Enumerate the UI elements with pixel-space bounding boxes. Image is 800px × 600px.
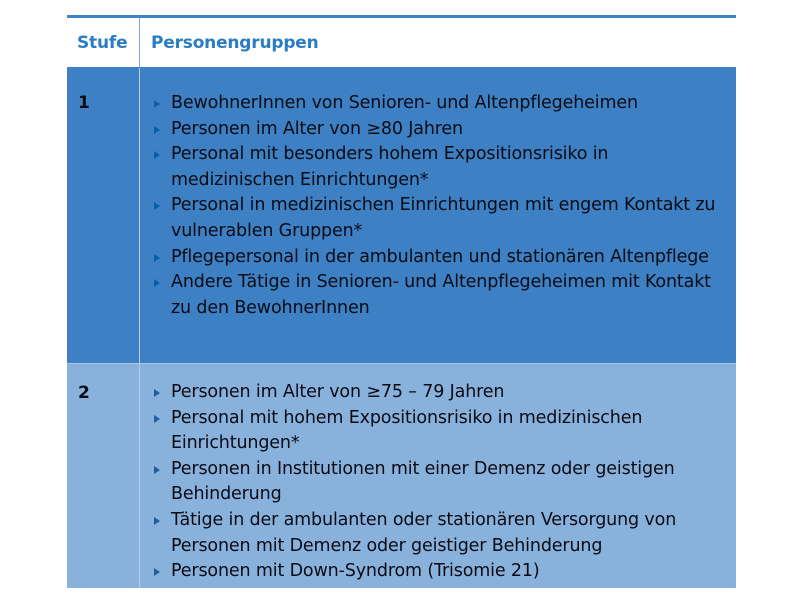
table-row-stufe-1: [67, 68, 736, 363]
table-row-stufe-2: [67, 363, 736, 588]
triangle-right-icon: [154, 415, 160, 423]
header-stufe: Stufe: [67, 18, 140, 67]
groups-cell: [140, 364, 736, 588]
list-item: [154, 91, 730, 117]
list-item-text: Pflegepersonal in der ambulanten und stationären Altenpflege: [171, 246, 709, 267]
triangle-right-icon: [154, 517, 160, 525]
list-item-text: Personen in Institutionen mit einer Demenz oder geistigen Behinderung: [171, 458, 675, 505]
list-item: [154, 193, 730, 244]
list-item: [154, 270, 730, 321]
list-item: [154, 380, 730, 406]
list-item-text: Personen mit Down-Syndrom (Trisomie 21): [171, 561, 540, 582]
list-item: [154, 406, 730, 457]
triangle-right-icon: [154, 279, 160, 287]
list-item-text: BewohnerInnen von Senioren- und Altenpflegeheimen: [171, 93, 638, 113]
list-item-text: Personal mit besonders hohem Expositionsrisiko in medizinischen Einrichtungen*: [171, 144, 609, 190]
list-item-text: Tätige in der ambulanten oder stationären Versorgung von Personen mit Demenz oder geistiger Behinderung: [171, 509, 677, 556]
list-item: [154, 559, 730, 585]
stufe-cell: 2: [67, 364, 140, 588]
groups-list: [154, 91, 730, 321]
list-item-text: Personen im Alter von ≥80 Jahren: [171, 118, 463, 139]
list-item-text: Personal mit hohem Expositionsrisiko in medizinischen Einrichtungen*: [171, 407, 643, 454]
header-personengruppen: Personengruppen: [151, 32, 319, 53]
list-item-text: Personen im Alter von ≥75 – 79 Jahren: [171, 382, 505, 402]
triangle-right-icon: [154, 202, 160, 210]
triangle-right-icon: [154, 126, 160, 134]
triangle-right-icon: [154, 100, 160, 108]
triangle-right-icon: [154, 466, 160, 474]
list-item-text: Andere Tätige in Senioren- und Altenpflegeheimen mit Kontakt zu den BewohnerInnen: [171, 272, 711, 318]
triangle-right-icon: [154, 254, 160, 262]
groups-cell: [140, 68, 736, 363]
list-item: [154, 245, 730, 271]
triangle-right-icon: [154, 389, 160, 397]
triangle-right-icon: [154, 568, 160, 576]
stufe-cell: 1: [67, 68, 140, 363]
table-header: [67, 18, 736, 68]
list-item: [154, 117, 730, 143]
triangle-right-icon: [154, 151, 160, 159]
list-item: [154, 457, 730, 508]
list-item: [154, 142, 730, 193]
priority-table: [67, 15, 736, 588]
list-item-text: Personal in medizinischen Einrichtungen mit engem Kontakt zu vulnerablen Gruppen*: [171, 195, 716, 241]
list-item: [154, 508, 730, 559]
groups-list: [154, 380, 730, 585]
